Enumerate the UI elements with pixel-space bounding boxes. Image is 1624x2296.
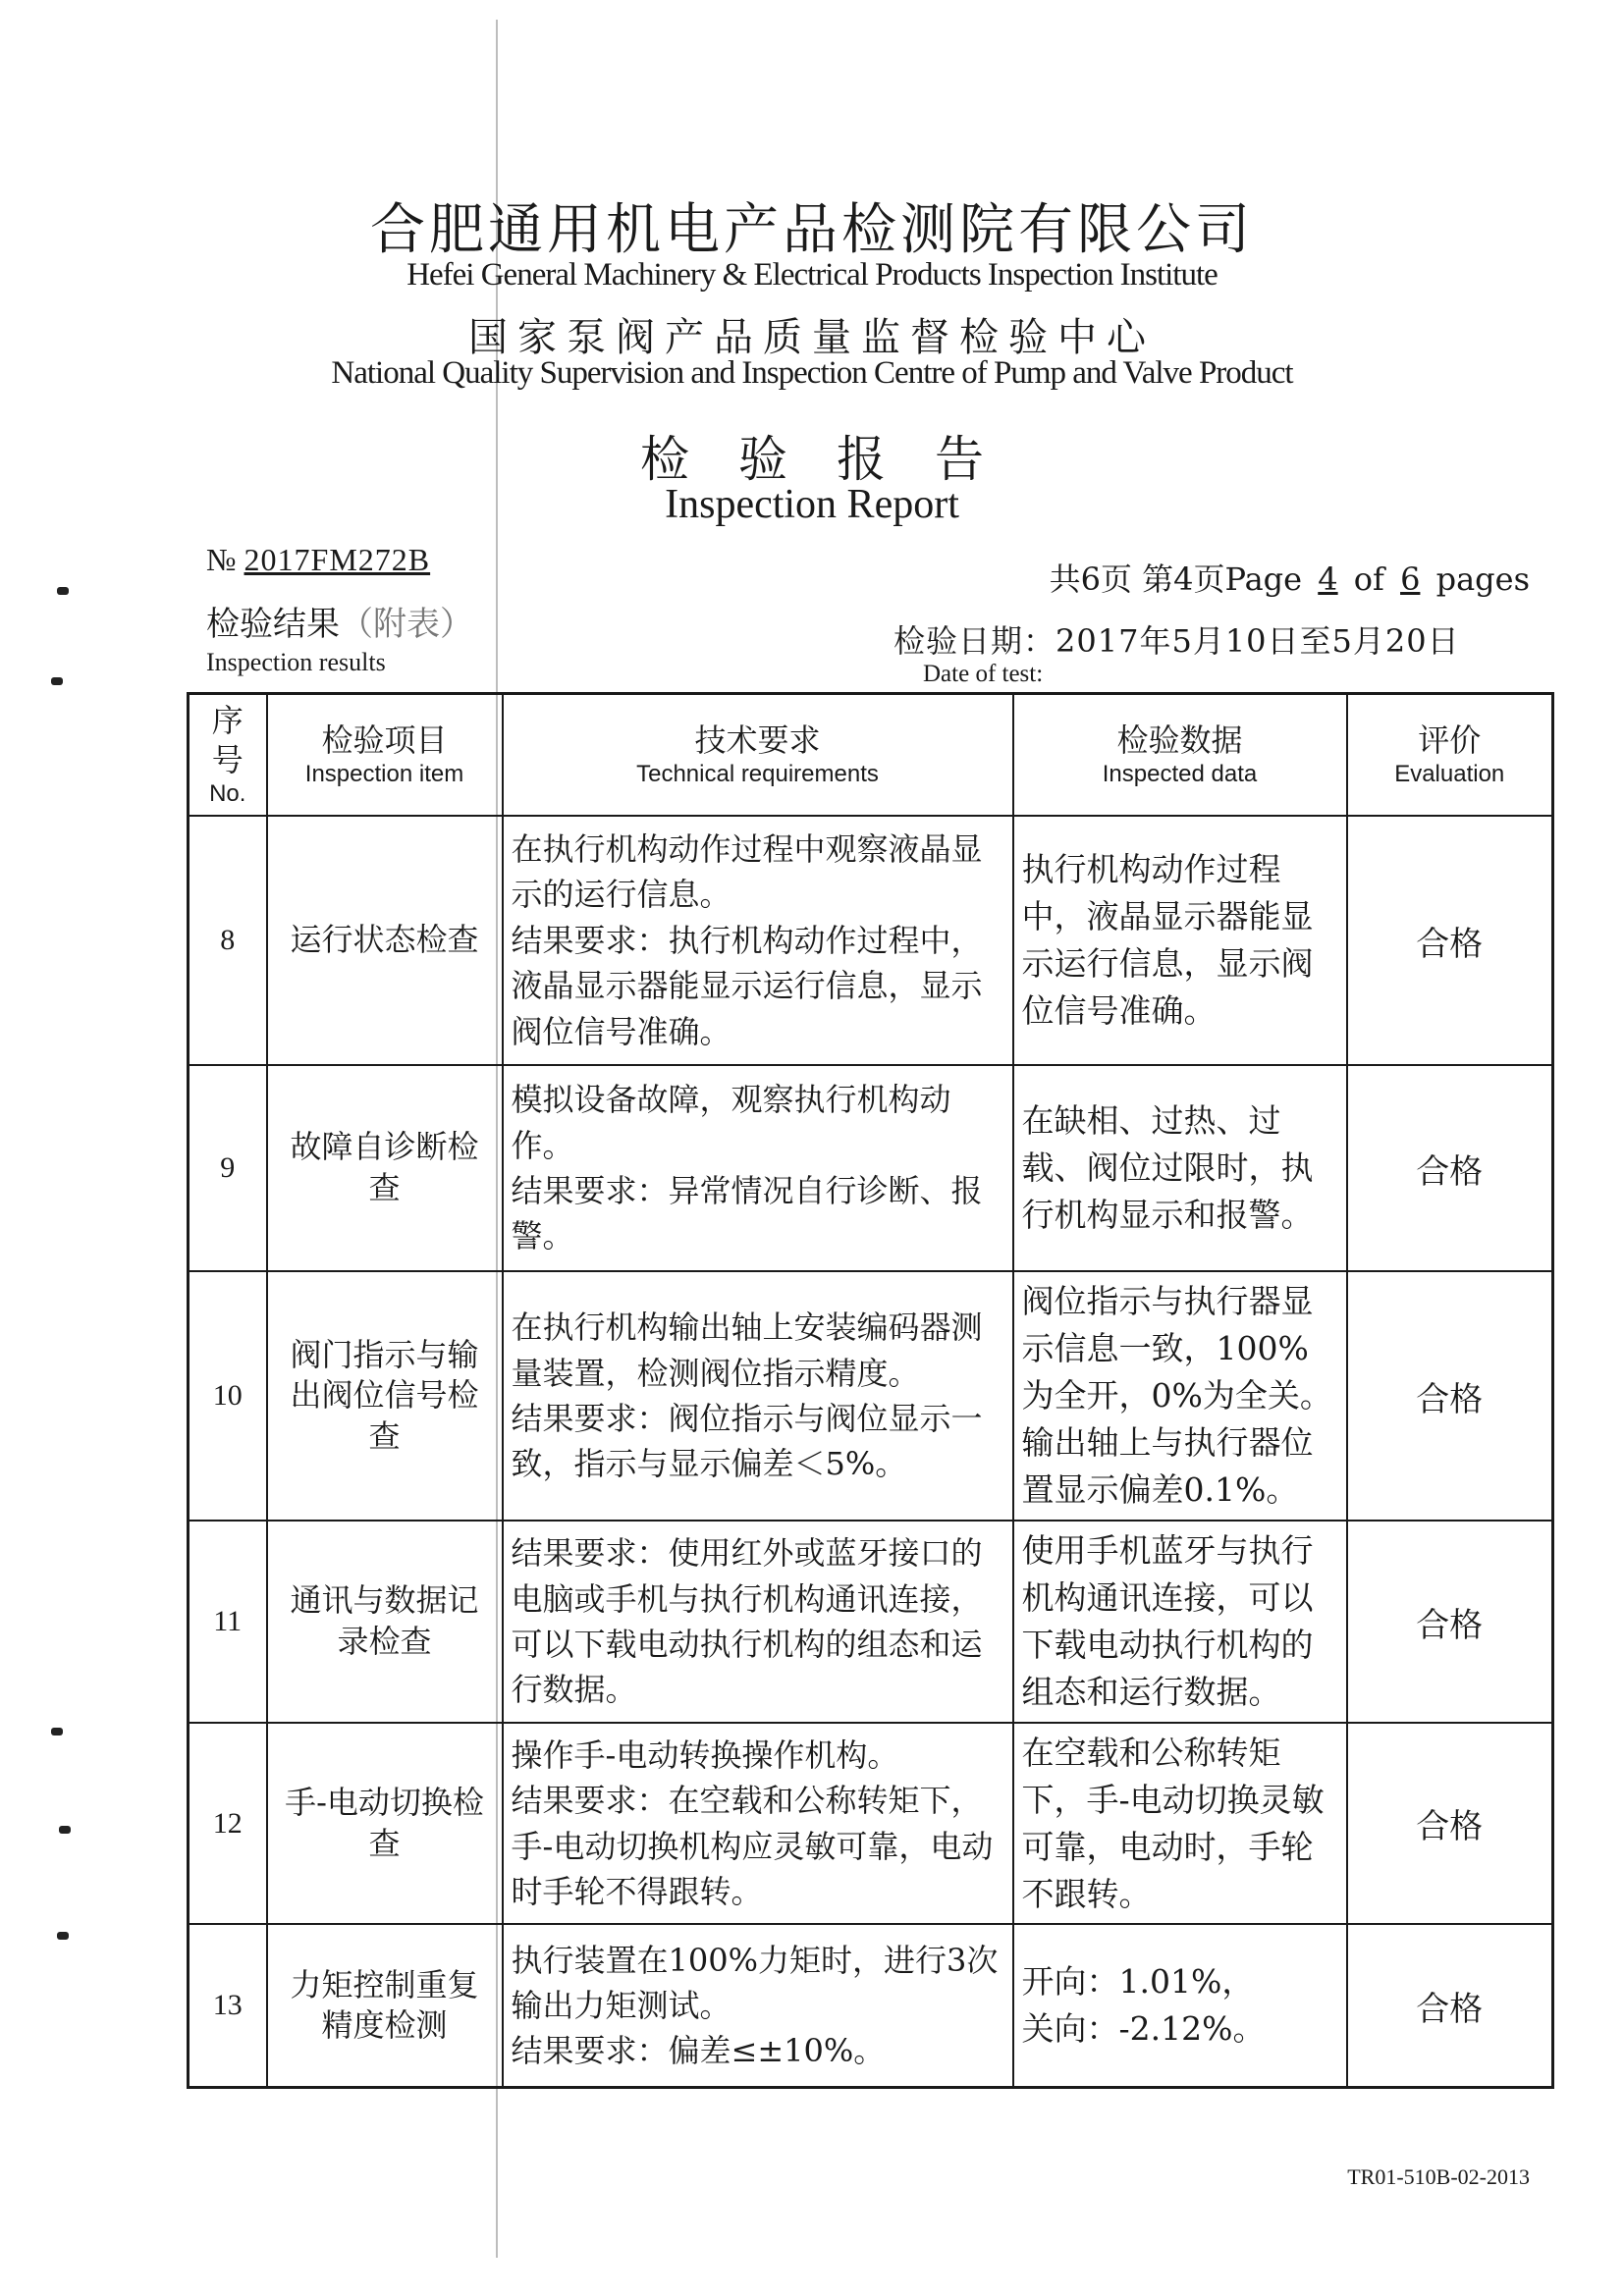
technical-requirements: 执行装置在100%力矩时，进行3次输出力矩测试。 结果要求：偏差≤±10%。 <box>503 1924 1013 2087</box>
table-row <box>189 1924 1553 2087</box>
report-number-value: 2017FM272B <box>244 542 431 577</box>
page-info <box>1050 555 1530 600</box>
column-header-no: 序号 No. <box>189 694 267 817</box>
evaluation: 合格 <box>1347 1065 1553 1271</box>
row-number: 9 <box>189 1065 267 1271</box>
scan-mark <box>57 587 69 595</box>
scan-mark <box>59 1826 71 1834</box>
technical-requirements: 模拟设备故障，观察执行机构动作。 结果要求：异常情况自行诊断、报警。 <box>503 1065 1013 1271</box>
row-number: 11 <box>189 1521 267 1723</box>
technical-requirements: 在执行机构输出轴上安装编码器测量装置，检测阀位指示精度。 结果要求：阀位指示与阀位显示一致，指示与显示偏差＜5%。 <box>503 1271 1013 1521</box>
inspection-item: 通讯与数据记录检查 <box>267 1521 503 1723</box>
results-label-en: Inspection results <box>206 648 386 676</box>
evaluation: 合格 <box>1347 1521 1553 1723</box>
table-row <box>189 1723 1553 1924</box>
table-row <box>189 1065 1553 1271</box>
organization-name-cn: 合肥通用机电产品检测院有限公司 <box>370 198 1254 262</box>
test-date-label: 检验日期： <box>893 622 1056 660</box>
inspected-data: 在缺相、过热、过载、阀位过限时，执行机构显示和报警。 <box>1013 1065 1347 1271</box>
evaluation: 合格 <box>1347 1271 1553 1521</box>
inspection-item: 手-电动切换检查 <box>267 1723 503 1924</box>
technical-requirements: 在执行机构动作过程中观察液晶显示的运行信息。 结果要求：执行机构动作过程中，液晶显示器能显示运行信息，显示阀位信号准确。 <box>503 816 1013 1065</box>
page-total: 6 <box>1400 561 1421 598</box>
row-number: 13 <box>189 1924 267 2087</box>
inspection-item: 阀门指示与输出阀位信号检查 <box>267 1271 503 1521</box>
centre-name-en: National Quality Supervision and Inspection Centre of Pump and Valve Product <box>331 355 1293 391</box>
inspection-item: 故障自诊断检查 <box>267 1065 503 1271</box>
test-date-value: 2017年5月10日至5月20日 <box>1056 622 1460 660</box>
report-title-en: Inspection Report <box>665 482 959 527</box>
technical-requirements: 操作手-电动转换操作机构。 结果要求：在空载和公称转矩下，手-电动切换机构应灵敏可靠，电动时手轮不得跟转。 <box>503 1723 1013 1924</box>
test-date <box>893 616 1460 662</box>
inspected-data: 使用手机蓝牙与执行机构通讯连接，可以下载电动执行机构的组态和运行数据。 <box>1013 1521 1347 1723</box>
inspected-data: 在空载和公称转矩下，手-电动切换灵敏可靠，电动时，手轮不跟转。 <box>1013 1723 1347 1924</box>
column-header-data: 检验数据 Inspected data <box>1013 694 1347 817</box>
table-row <box>189 816 1553 1065</box>
evaluation: 合格 <box>1347 816 1553 1065</box>
form-code: TR01-510B-02-2013 <box>1347 2164 1530 2189</box>
page-info-prefix: 共6页 第4页Page <box>1049 561 1303 598</box>
results-label-cn: 检验结果（附表） <box>206 605 473 644</box>
organization-name-en: Hefei General Machinery & Electrical Products Inspection Institute <box>406 257 1218 293</box>
table-header-row <box>189 694 1553 817</box>
centre-name-cn: 国家泵阀产品质量监督检验中心 <box>468 315 1156 360</box>
inspected-data: 阀位指示与执行器显示信息一致，100%为全开，0%为全关。 输出轴上与执行器位置显示偏差0.1%。 <box>1013 1271 1347 1521</box>
row-number: 12 <box>189 1723 267 1924</box>
scan-mark <box>51 677 63 685</box>
page-current: 4 <box>1318 561 1338 598</box>
page-of: of <box>1353 561 1384 598</box>
inspection-item: 力矩控制重复精度检测 <box>267 1924 503 2087</box>
scan-mark <box>51 1728 63 1735</box>
page-suffix: pages <box>1435 561 1530 598</box>
results-label-sub: （附表） <box>340 605 473 644</box>
column-header-item: 检验项目 Inspection item <box>267 694 503 817</box>
inspected-data: 开向：1.01%， 关向：-2.12%。 <box>1013 1924 1347 2087</box>
report-title-cn: 检验报告 <box>640 431 1033 488</box>
technical-requirements: 结果要求：使用红外或蓝牙接口的电脑或手机与执行机构通讯连接，可以下载电动执行机构的组态和运行数据。 <box>503 1521 1013 1723</box>
table-row <box>189 1271 1553 1521</box>
row-number: 8 <box>189 816 267 1065</box>
test-date-label-en: Date of test: <box>923 661 1044 687</box>
inspected-data: 执行机构动作过程中，液晶显示器能显示运行信息，显示阀位信号准确。 <box>1013 816 1347 1065</box>
report-number-label: № <box>206 542 237 577</box>
scan-mark <box>57 1932 69 1940</box>
evaluation: 合格 <box>1347 1924 1553 2087</box>
report-number <box>206 542 430 578</box>
row-number: 10 <box>189 1271 267 1521</box>
evaluation: 合格 <box>1347 1723 1553 1924</box>
table-row <box>189 1521 1553 1723</box>
column-header-requirements: 技术要求 Technical requirements <box>503 694 1013 817</box>
column-header-evaluation: 评价 Evaluation <box>1347 694 1553 817</box>
inspection-results-table <box>187 692 1554 2089</box>
inspection-item: 运行状态检查 <box>267 816 503 1065</box>
